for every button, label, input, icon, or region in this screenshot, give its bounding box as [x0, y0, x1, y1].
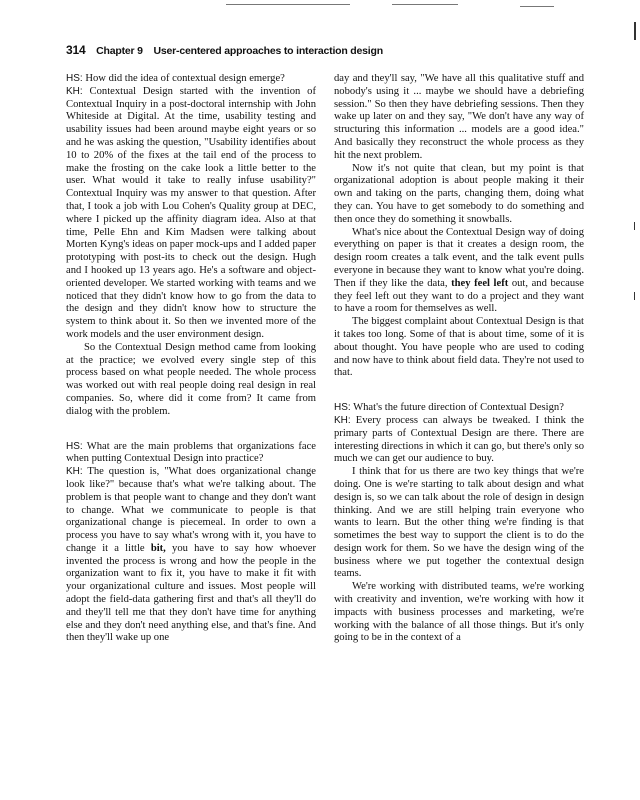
scan-margin-mark	[634, 22, 636, 40]
paragraph-text: The question is, "What does organizational change look like?" because that's what we're talking about. The problem is that people want to change and they don't want to change. What we communicate to people is that organizational change is piecemeal. In order to own a process you have to say what's wrong with it, you have to change it a little	[66, 466, 316, 554]
paragraph	[334, 581, 584, 645]
paragraph	[66, 86, 316, 342]
scan-margin-mark	[634, 292, 635, 300]
paragraph-text: What are the main problems that organizations face when putting Contextual Design into practice?	[66, 440, 316, 465]
paragraph-text: you have to say how whoever invented the process is wrong and how the people in the organization want to fix it, you have to make it fit with your organizational culture and issues. Most people will adopt the field-data gathering first and that's all they'll do and they'll tell me that they don't have time for anything else and they don't need anything else, and that's fine. And then they'll wake up one	[66, 542, 316, 644]
paragraph-text: What's nice about the Contextual Design way of doing everything on paper is that it creates a design room, the design room creates a talk event, and the talk event pulls everyone in because they want to know what you're doing. Then if they like the data,	[334, 226, 584, 289]
paragraph-text: We're working with distributed teams, we're working with creativity and invention, we're working with how it impacts with business processes and marketing, we're working with the balance of all those things. But it's only going to be in the context of a	[334, 581, 584, 644]
speaker-label: HS:	[66, 440, 83, 452]
paragraph	[334, 402, 584, 415]
paragraph	[334, 227, 584, 317]
bold-emphasis: they feel left	[451, 277, 509, 289]
chapter-label: Chapter 9	[96, 45, 143, 57]
right-column	[334, 73, 584, 645]
chapter-title: User-centered approaches to interaction design	[153, 45, 383, 57]
paragraph	[66, 73, 316, 86]
speaker-label: KH:	[66, 466, 83, 478]
paragraph	[334, 73, 584, 163]
scan-top-edge	[0, 4, 640, 10]
speaker-label: HS:	[334, 402, 351, 414]
page-number: 314	[66, 43, 86, 57]
paragraph-text: out, and because they feel left out they want to do a project and they want to have a room for themselves as well.	[334, 277, 584, 315]
bold-emphasis: bit,	[150, 542, 166, 554]
paragraph-text: What's the future direction of Contextual Design?	[353, 402, 564, 414]
paragraph	[334, 415, 584, 466]
paragraph	[66, 342, 316, 419]
paragraph-text: Every process can always be tweaked. I think the primary parts of Contextual Design are there. There are interesting directions in which it can go, but there's only so much we can get our audience to buy.	[334, 414, 584, 465]
speaker-label: KH:	[334, 414, 351, 426]
paragraph-text: How did the idea of contextual design emerge?	[85, 73, 285, 84]
paragraph-text: day and they'll say, "We have all this qualitative stuff and nobody's using it ... maybe we should have a debriefing session." So then they have debriefing sessions. Then they wake up later on and they say, "We don't have any way of structuring this information ... models are a good idea." And basically they reconstruct the whole process as they hit the next problem.	[334, 73, 584, 161]
paragraph-text: Now it's not quite that clean, but my point is that organizational adoption is about people making it their own and taking on the parts, changing them, doing what they can. You have to get somebody to do something and then once they do something it snowballs.	[334, 162, 584, 225]
paragraph	[334, 466, 584, 581]
speaker-label: HS:	[66, 73, 83, 84]
paragraph-text: Contextual Design started with the invention of Contextual Inquiry in a post-doctoral internship with John Whiteside at Digital. At the time, usability testing and usability issues had been around maybe eight years or so and he was asking the question, "Usability identifies about 10 to 20% of the fixes at the tail end of the process to make the frosting on the cake look a little better to the user. What would it take to really infuse usability?" Contextual Inquiry was my answer to that question. After that, I took a job with Lou Cohen's Quality group at DEC, where I picked up the affinity diagram idea. Also at that time, Pelle Ehn and Kim Madsen were talking about Morten Kyng's ideas on paper mock-ups and I added paper prototyping with post-its to check out the design. Hugh and I hooked up 13 years ago. He's a software and object-oriented developer. We started working with teams and we noticed that they didn't know how to go from the data to the design and they didn't know how to structure the system to think about it. So then we invented more of the work models and the user environment design.	[66, 85, 316, 340]
paragraph	[334, 163, 584, 227]
paragraph	[66, 466, 316, 645]
speaker-label: KH:	[66, 85, 83, 97]
paragraph-text: The biggest complaint about Contextual Design is that it takes too long. Some of that is about time, some of it is about thought. You have people who are used to coding and now have to think about field data. They're not used to that.	[334, 316, 584, 379]
paragraph-text: I think that for us there are two key things that we're doing. One is we're starting to talk about design and what design is, so we can talk about the role of design in design thinking. And we are still helping train everyone who wants to learn. But the other thing we're finding is that sometimes the best way to support the client is to do the design work for them. So we have the design wing of the business where we put together the contextual design teams.	[334, 466, 584, 580]
paragraph	[66, 441, 316, 467]
left-column	[66, 73, 316, 645]
paragraph-text: So the Contextual Design method came from looking at the practice; we evolved every single step of this process based on what people needed. The whole process was worked out with real people doing real design in real companies. So, where did it come from? It came from dialog with the problem.	[66, 341, 316, 417]
paragraph	[334, 316, 584, 380]
running-header	[66, 43, 626, 57]
scan-margin-mark	[634, 222, 635, 230]
